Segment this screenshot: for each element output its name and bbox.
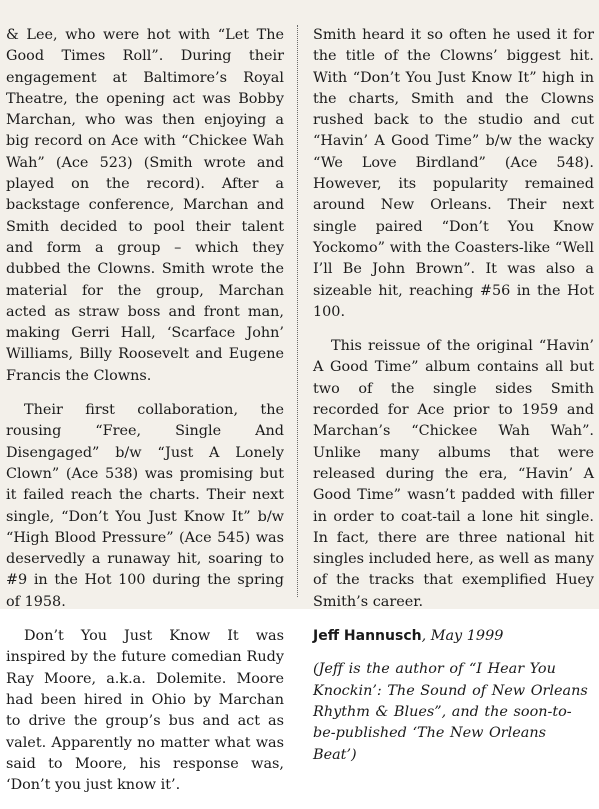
author-byline bbox=[313, 626, 594, 647]
column-divider bbox=[297, 25, 298, 597]
left-column bbox=[6, 25, 284, 809]
right-column bbox=[313, 25, 594, 779]
right-paragraph-2: This reissue of the original “Havin’ A Good Time” album contains all but two of the single sides Smith recorded for Ace prior to 1959 and Marchan’s “Chickee Wah Wah”. Unlike many albums that were released during the era, “Havin’ A Good Time” wasn’t padded with filler in order to coat-tail a lone hit single. In fact, there are three national hit singles included here, as well as many of the tracks that exemplified Huey Smith’s career. bbox=[313, 338, 594, 610]
left-paragraph-3: Don’t You Just Know It was inspired by the future comedian Rudy Ray Moore, a.k.a. Dolemite. Moore had been hired in Ohio by Marchan to drive the group’s bus and act as valet. Apparently no matter what was said to Moore, his response was, ‘Don’t you just know it’. bbox=[6, 628, 284, 794]
author-note: (Jeff is the author of “I Hear You Knockin’: The Sound of New Orleans Rhythm & Blues”, and the soon-to-be-published ‘The New Orleans Beat’) bbox=[313, 661, 588, 763]
byline-date: , May 1999 bbox=[421, 628, 504, 645]
left-paragraph-1: & Lee, who were hot with “Let The Good Times Roll”. During their engagement at Baltimore’s Royal Theatre, the opening act was Bobby Marchan, who was then enjoying a big record on Ace with “Chickee Wah Wah” (Ace 523) (Smith wrote and played on the record). After a backstage conference, Marchan and Smith decided to pool their talent and form a group – which they dubbed the Clowns. Smith wrote the material for the group, Marchan acted as straw boss and front man, making Gerri Hall, ‘Scarface John’ Williams, Billy Roosevelt and Eugene Francis the Clowns. bbox=[6, 27, 284, 384]
right-paragraph-1: Smith heard it so often he used it for the title of the Clowns’ biggest hit. With “Don’t You Just Know It” high in the charts, Smith and the Clowns rushed back to the studio and cut “Havin’ A Good Time” b/w the wacky “We Love Birdland” (Ace 548). However, its popularity remained around New Orleans. Their next single paired “Don’t You Know Yockomo” with the Coasters-like “Well I’ll Be John Brown”. It was also a sizeable hit, reaching #56 in the Hot 100. bbox=[313, 27, 594, 320]
author-name: Jeff Hannusch bbox=[313, 628, 422, 645]
left-paragraph-2: Their first collaboration, the rousing “Free, Single And Disengaged” b/w “Just A Lonely Clown” (Ace 538) was promising but it failed reach the charts. Their next single, “Don’t You Just Know It” b/w “High Blood Pressure” (Ace 545) was deservedly a runaway hit, soaring to #9 in the Hot 100 during the spring of 1958. bbox=[6, 402, 284, 610]
